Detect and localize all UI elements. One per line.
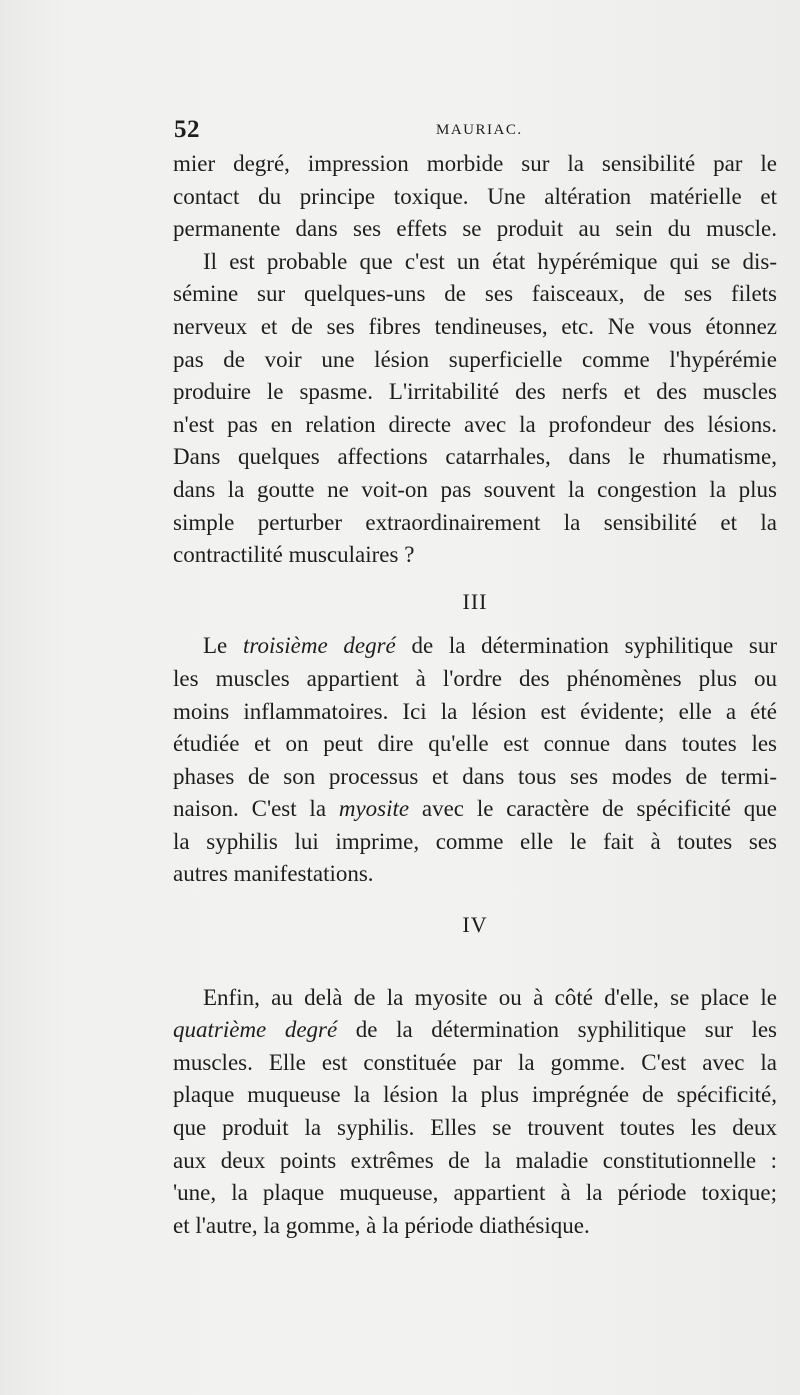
text-line: Il est probable que c'est un état hypérémique qui se dis- [203, 248, 777, 274]
text-line: dans la goutte ne voit-on pas souvent la congestion la plus [173, 476, 777, 502]
text-line: nerveux et de ses fibres tendineuses, etc. Ne vous étonnez [173, 313, 777, 339]
text-line: 'une, la plaque muqueuse, appartient à la période toxique; [173, 1180, 777, 1206]
text-line [173, 630, 777, 663]
text-run: Le [203, 633, 243, 659]
text-line: Enfin, au delà de la myosite ou à côté d'elle, se place le [203, 984, 777, 1010]
text-line: muscles. Elle est constituée par la gomme. C'est avec la [173, 1049, 777, 1075]
running-head [174, 116, 774, 146]
emphasis-myosite: myosite [338, 796, 410, 822]
text-line: moins inflammatoires. Ici la lésion est évidente; elle a été [173, 698, 777, 724]
emphasis-quatrieme-degre: quatrième degré [173, 1017, 338, 1043]
paragraph-3 [173, 630, 777, 891]
text-line: plaque muqueuse la lésion la plus imprégnée de spécificité, [173, 1082, 777, 1108]
paragraph-4 [173, 982, 777, 1243]
section-heading-iv: IV [462, 912, 488, 938]
text-line: étudiée et on peut dire qu'elle est connue dans toutes les [173, 731, 777, 757]
body-text [173, 148, 777, 1242]
text-line: que produit la syphilis. Elles se trouvent toutes les deux [173, 1115, 777, 1141]
text-run: naison. C'est la [173, 796, 339, 822]
text-line: contractilité musculaires ? [173, 542, 415, 568]
text-line [173, 1014, 777, 1047]
text-line: produire le spasme. L'irritabilité des nerfs et des muscles [173, 379, 777, 405]
paragraph-2 [173, 246, 777, 572]
text-run: de la détermination syphilitique sur [395, 633, 777, 659]
running-title: MAURIAC. [436, 122, 523, 138]
text-run: de la détermination syphilitique sur les [337, 1017, 777, 1043]
text-line: simple perturber extraordinairement la sensibilité et la [173, 509, 777, 535]
text-run: avec le caractère de spécificité que [409, 796, 777, 822]
text-line: phases de son processus et dans tous ses modes de termi- [173, 763, 777, 789]
text-line: sémine sur quelques-uns de ses faisceaux, de ses filets [173, 281, 777, 307]
page-number: 52 [174, 116, 200, 143]
text-line: contact du principe toxique. Une altération matérielle et [173, 183, 777, 209]
emphasis-troisieme-degre: troisième degré [242, 633, 396, 659]
text-line: permanente dans ses effets se produit au sein du muscle. [173, 216, 777, 242]
text-line: les muscles appartient à l'ordre des phénomènes plus ou [173, 665, 777, 691]
text-line: autres manifestations. [173, 861, 374, 887]
text-line: et l'autre, la gomme, à la période diathésique. [173, 1212, 590, 1238]
section-heading-iii: III [462, 588, 488, 614]
text-line [173, 793, 777, 826]
text-line: n'est pas en relation directe avec la profondeur des lésions. [173, 411, 777, 437]
paragraph-1 [173, 148, 777, 246]
text-line: Dans quelques affections catarrhales, dans le rhumatisme, [173, 444, 777, 470]
text-line: pas de voir une lésion superficielle comme l'hypérémie [173, 346, 777, 372]
text-line: aux deux points extrêmes de la maladie constitutionnelle : [173, 1147, 777, 1173]
text-line: mier degré, impression morbide sur la sensibilité par le [173, 151, 777, 176]
text-line: la syphilis lui imprime, comme elle le fait à toutes ses [173, 828, 777, 854]
